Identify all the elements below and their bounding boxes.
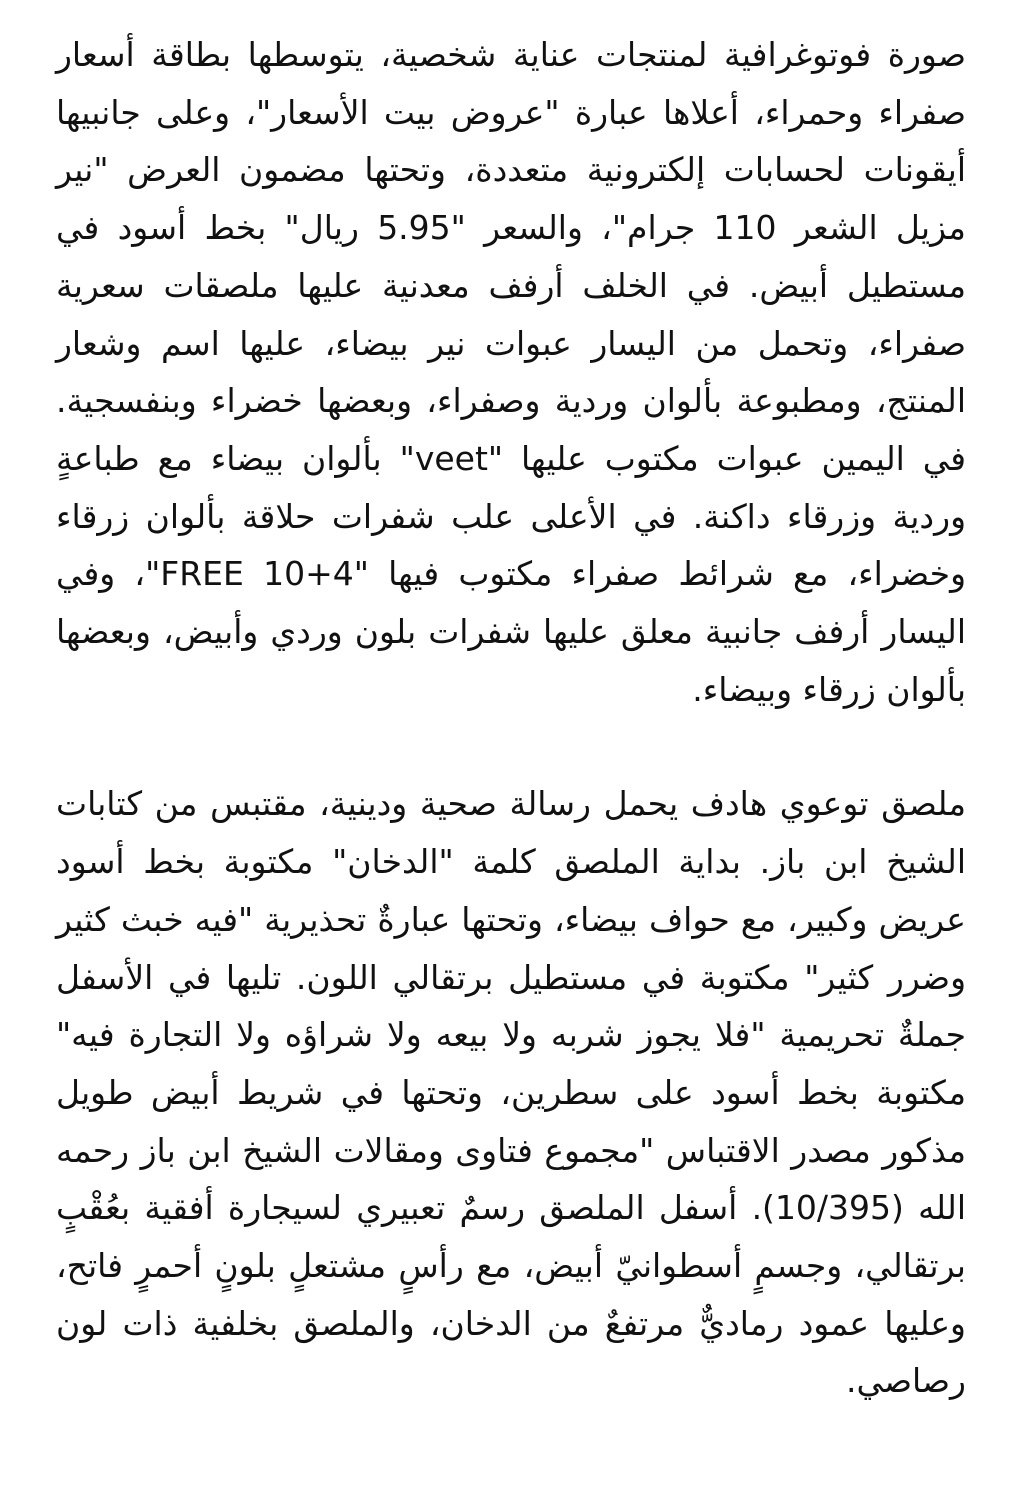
paragraph-product-photo-description: صورة فوتوغرافية لمنتجات عناية شخصية، يتوسطها بطاقة أسعار صفراء وحمراء، أعلاها عبارة "عروض بيت الأسعار"، وعلى جانبيها أيقونات لحسابات إلكترونية متعددة، وتحتها مضمون العرض "نير مزيل الشعر 110 جرام"، والسعر "5.95 ريال" بخط أسود في مستطيل أبيض. في الخلف أرفف معدنية عليها ملصقات سعرية صفراء، وتحمل من اليسار عبوات نير بيضاء، عليها اسم وشعار المنتج، ومطبوعة بألوان وردية وصفراء، وبعضها خضراء وبنفسجية. في اليمين عبوات مكتوب عليها "veet" بألوان بيضاء مع طباعةٍ وردية وزرقاء داكنة. في الأعلى علب شفرات حلاقة بألوان زرقاء وخضراء، مع شرائط صفراء مكتوب فيها "FREE 10+4"، وفي اليسار أرفف جانبية معلق عليها شفرات بلون وردي وأبيض، وبعضها بألوان زرقاء وبيضاء. [56,35,967,709]
paragraph-poster-description: ملصق توعوي هادف يحمل رسالة صحية ودينية، مقتبس من كتابات الشيخ ابن باز. بداية الملصق كلمة "الدخان" مكتوبة بخط أسود عريض وكبير، مع حواف بيضاء، وتحتها عبارةٌ تحذيرية "فيه خبث كثير وضرر كثير" مكتوبة في مستطيل برتقالي اللون. تليها في الأسفل جملةٌ تحريمية "فلا يجوز شربه ولا بيعه ولا شراؤه ولا التجارة فيه" مكتوبة بخط أسود على سطرين، وتحتها في شريط أبيض طويل مذكور مصدر الاقتباس "مجموع فتاوى ومقالات الشيخ ابن باز رحمه الله (10/395). أسفل الملصق رسمٌ تعبيري لسيجارة أفقية بعُقْبٍ برتقالي، وجسمٍ أسطوانيّ أبيض، مع رأسٍ مشتعلٍ بلونٍ أحمرٍ فاتح، وعليها عمود رماديٌّ مرتفعٌ من الدخان، والملصق بخلفية ذات لون رصاصي. [56,784,966,1401]
document-body [56,26,966,1410]
